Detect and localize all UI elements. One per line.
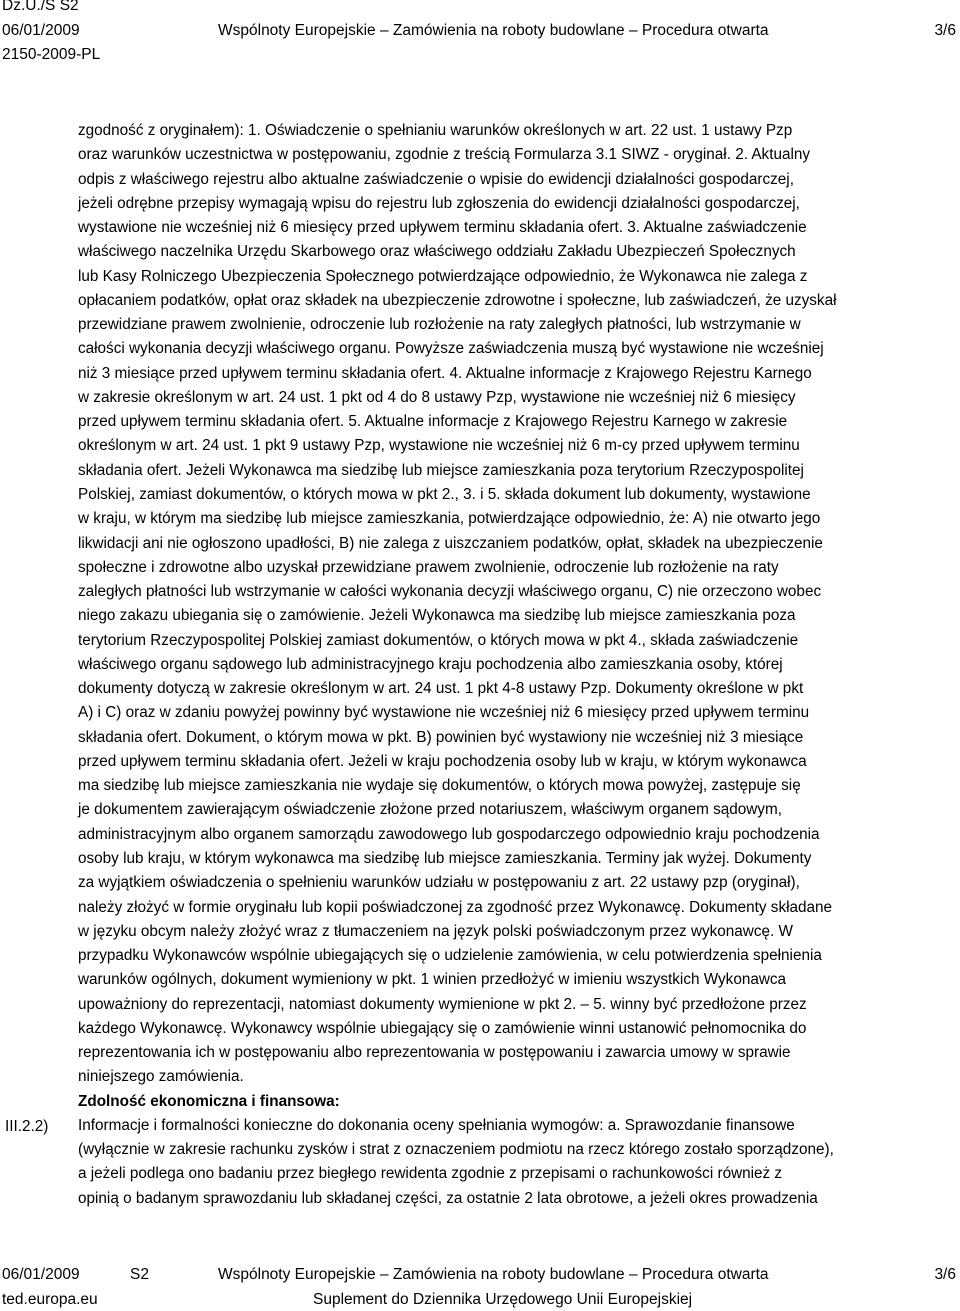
body-line: je dokumentem zawierającym oświadczenie złożone przed notariuszem, właściwym organem sądowym, bbox=[78, 801, 782, 819]
body-line: przewidziane prawem zwolnienie, odroczenie lub rozłożenie na raty zaległych płatności, lub wstrzymanie w bbox=[78, 316, 801, 334]
body-line: niego zakazu ubiegania się o zamówienie. Jeżeli Wykonawca ma siedzibę lub miejsce zamieszkania poza bbox=[78, 607, 796, 625]
footer-series: S2 bbox=[130, 1266, 149, 1283]
body-line: oraz warunków uczestnictwa w postępowaniu, zgodnie z treścią Formularza 3.1 SIWZ - oryginał. 2. Aktualny bbox=[78, 146, 811, 164]
body-line: w zakresie określonym w art. 24 ust. 1 pkt od 4 do 8 ustawy Pzp, wystawione nie wcześniej niż 6 miesięcy bbox=[78, 388, 796, 406]
section-line: a jeżeli podlega ono badaniu przez biegłego rewidenta zgodnie z przepisami o rachunkowości również z bbox=[78, 1165, 783, 1183]
body-line: należy złożyć w formie oryginału lub kopii poświadczonej za zgodność przez Wykonawcę. Dokumenty składane bbox=[78, 898, 833, 916]
body-line: społeczne i zdrowotne albo uzyskał przewidziane prawem zwolnienie, odroczenie lub rozłożenie na raty bbox=[78, 558, 779, 576]
body-line: osoby lub kraju, w którym wykonawca ma siedzibę lub miejsce zamieszkania. Terminy jak wyżej. Dokumenty bbox=[78, 849, 812, 867]
body-line: warunków ogólnych, dokument wymieniony w pkt. 1 winien przedłożyć w imieniu wszystkich Wykonawca bbox=[78, 971, 787, 989]
body-line: terytorium Rzeczypospolitej Polskiej zamiast dokumentów, o których mowa w pkt 4., składa zaświadczenie bbox=[78, 631, 799, 649]
body-line: opłacaniem podatków, opłat oraz składek na ubezpieczenie zdrowotne i społeczne, lub zaświadczeń, że uzyskał bbox=[78, 291, 837, 309]
body-line: dokumenty dotyczą w zakresie określonym w art. 24 ust. 1 pkt 4-8 ustawy Pzp. Dokumenty określone w pkt bbox=[78, 680, 804, 698]
body-line: przypadku Wykonawców wspólnie ubiegających się o udzielenie zamówienia, w celu potwierdzenia spełnienia bbox=[78, 947, 822, 965]
body-line: za wyjątkiem oświadczenia o spełnieniu warunków udziału w postępowaniu z art. 22 ustawy pzp (oryginał), bbox=[78, 874, 800, 892]
page-footer bbox=[2, 1262, 958, 1311]
header-title: Wspólnoty Europejskie – Zamówienia na roboty budowlane – Procedura otwarta bbox=[218, 22, 769, 39]
section-line: (wyłącznie w zakresie rachunku zysków i strat z oznaczeniem podmiotu na rzecz którego zostało sporządzone), bbox=[78, 1141, 834, 1159]
body-line: niż 3 miesiące przed upływem terminu składania ofert. 4. Aktualne informacje z Krajowego Rejestru Karnego bbox=[78, 364, 812, 382]
header-date: 06/01/2009 bbox=[2, 22, 80, 39]
header-page-number: 3/6 bbox=[934, 22, 956, 39]
footer-date: 06/01/2009 bbox=[2, 1266, 80, 1283]
section-number: III.2.2) bbox=[5, 1118, 49, 1135]
body-line: administracyjnym albo organem samorządu zawodowego lub gospodarczego odpowiednio kraju pochodzenia bbox=[78, 825, 820, 843]
body-line: w języku obcym należy złożyć wraz z tłumaczeniem na język polski poświadczonym przez wykonawcę. W bbox=[78, 922, 793, 940]
footer-title: Wspólnoty Europejskie – Zamówienia na roboty budowlane – Procedura otwarta bbox=[218, 1266, 769, 1283]
notice-id: 2150-2009-PL bbox=[2, 46, 101, 63]
journal-ref: Dz.U./S S2 bbox=[2, 0, 79, 14]
body-line: odpis z właściwego rejestru albo aktualne zaświadczenie o wpisie do ewidencji działalności gospodarczej, bbox=[78, 170, 794, 188]
body-line: każdego Wykonawcę. Wykonawcy wspólnie ubiegający się o zamówienie winni ustanowić pełnomocnika do bbox=[78, 1019, 807, 1037]
body-line: upoważniony do reprezentacji, natomiast dokumenty wymienione w pkt 2. – 5. winny być przedłożone przez bbox=[78, 995, 807, 1013]
body-line: Polskiej, zamiast dokumentów, o których mowa w pkt 2., 3. i 5. składa dokument lub dokumenty, wystawione bbox=[78, 485, 811, 503]
body-line: właściwego naczelnika Urzędu Skarbowego oraz właściwego oddziału Zakładu Ubezpieczeń Społecznych bbox=[78, 243, 796, 261]
body-line: określonym w art. 24 ust. 1 pkt 9 ustawy Pzp, wystawione nie wcześniej niż 6 m-cy przed upływem terminu bbox=[78, 437, 800, 455]
document-body bbox=[78, 119, 958, 1211]
body-line: likwidacji ani nie ogłoszono upadłości, B) nie zalega z uiszczaniem podatków, opłat, składek na ubezpieczenie bbox=[78, 534, 823, 552]
body-line: niniejszego zamówienia. bbox=[78, 1068, 244, 1086]
body-line: zaległych płatności lub wstrzymanie w całości wykonania decyzji właściwego organu, C) nie orzeczono wobec bbox=[78, 583, 822, 601]
section-heading: Zdolność ekonomiczna i finansowa: bbox=[78, 1092, 340, 1110]
body-line: reprezentowania ich w postępowaniu albo reprezentowania w postępowaniu i zawarcia umowy w sprawie bbox=[78, 1044, 791, 1062]
body-line: zgodność z oryginałem): 1. Oświadczenie o spełnianiu warunków określonych w art. 22 ust. 1 ustawy Pzp bbox=[78, 122, 793, 139]
body-line: składania ofert. Jeżeli Wykonawca ma siedzibę lub miejsce zamieszkania poza terytorium Rzeczypospolitej bbox=[78, 461, 804, 479]
body-line: A) i C) oraz w zdaniu powyżej powinny być wystawione nie wcześniej niż 6 miesięcy przed upływem terminu bbox=[78, 704, 810, 722]
body-line: jeżeli odrębne przepisy wymagają wpisu do rejestru lub zgłoszenia do ewidencji działalności gospodarczej, bbox=[78, 194, 800, 212]
footer-supplement: Suplement do Dziennika Urzędowego Unii Europejskiej bbox=[313, 1291, 693, 1308]
body-line: przed upływem terminu składania ofert. 5. Aktualne informacje z Krajowego Rejestru Karnego w zakresie bbox=[78, 413, 788, 431]
footer-site-link[interactable]: ted.europa.eu bbox=[2, 1291, 98, 1308]
page-header bbox=[2, 0, 958, 62]
body-line: przed upływem terminu składania ofert. Jeżeli w kraju pochodzenia osoby lub w kraju, w którym wykonawca bbox=[78, 752, 807, 770]
section-line: opinią o badanym sprawozdaniu lub składanej części, za ostatnie 2 lata obrotowe, a jeżeli okres prowadzenia bbox=[78, 1189, 818, 1207]
body-line: składania ofert. Dokument, o którym mowa w pkt. B) powinien być wystawiony nie wcześniej niż 3 miesiące bbox=[78, 728, 804, 746]
section-line: Informacje i formalności konieczne do dokonania oceny spełniania wymogów: a. Sprawozdanie finansowe bbox=[78, 1116, 795, 1134]
body-line: lub Kasy Rolniczego Ubezpieczenia Społecznego potwierdzające odpowiednio, że Wykonawca nie zalega z bbox=[78, 267, 808, 285]
body-line: właściwego organu sądowego lub administracyjnego kraju pochodzenia albo zamieszkania osoby, której bbox=[78, 655, 783, 673]
body-line: wystawione nie wcześniej niż 6 miesięcy przed upływem terminu składania ofert. 3. Aktualne zaświadczenie bbox=[78, 219, 807, 237]
body-line: całości wykonania decyzji właściwego organu. Powyższe zaświadczenia muszą być wystawione nie wcześniej bbox=[78, 340, 824, 358]
footer-page-number: 3/6 bbox=[934, 1266, 956, 1283]
body-line: w kraju, w którym ma siedzibę lub miejsce zamieszkania, potwierdzające odpowiednio, że: A) nie otwarto jego bbox=[78, 510, 821, 528]
body-line: ma siedzibę lub miejsce zamieszkania nie wydaje się dokumentów, o których mowa powyżej, zastępuje się bbox=[78, 777, 801, 795]
